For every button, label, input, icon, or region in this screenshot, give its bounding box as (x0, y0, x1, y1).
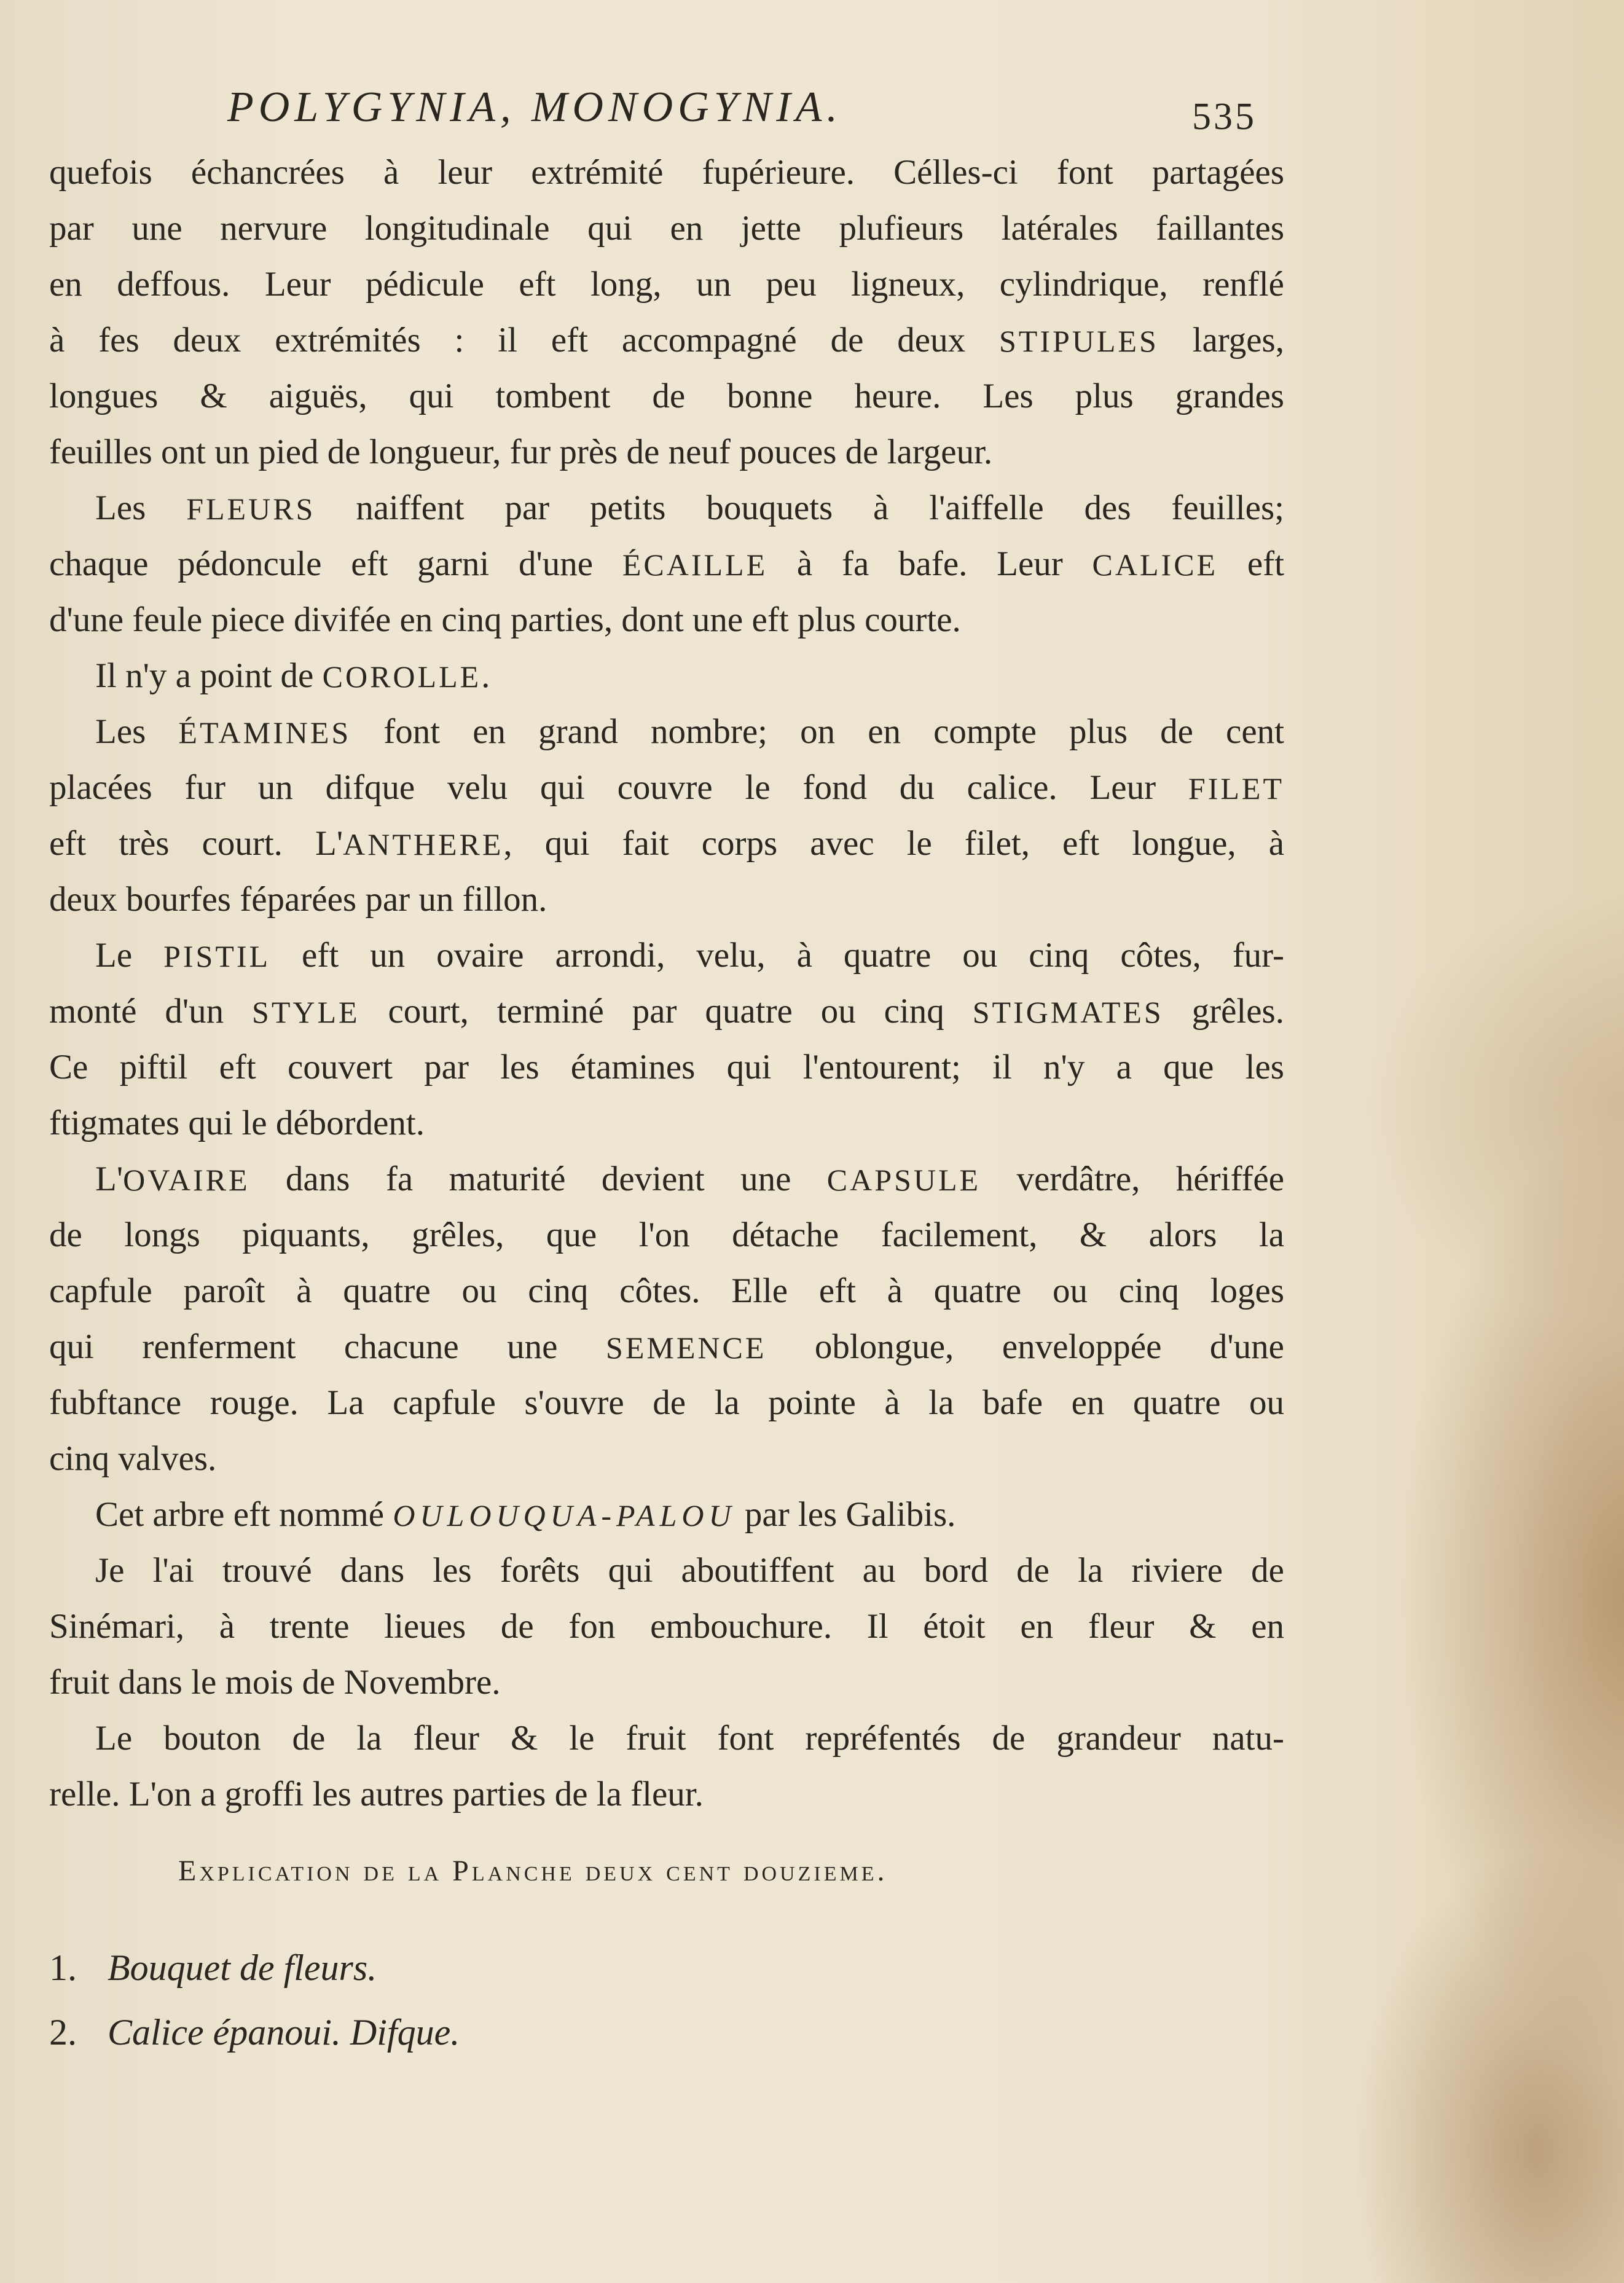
text-line: fruit dans le mois de Novembre. (49, 1663, 501, 1702)
text-line: Il n'y a point de COROLLE. (95, 656, 490, 695)
text-line: en deffous. Leur pédicule eft long, un peu ligneux, cylindrique, renflé (49, 265, 1284, 304)
text-line: chaque pédoncule eft garni d'une ÉCAILLE à fa bafe. Leur CALICE eft (49, 544, 1284, 583)
running-header: POLYGYNIA, MONOGYNIA. (227, 84, 842, 131)
page-number: 535 (1192, 96, 1257, 138)
text-line: d'une feule piece divifée en cinq parties, dont une eft plus courte. (49, 600, 961, 639)
text-line: Cet arbre eft nommé OULOUQUA-PALOU par les Galibis. (95, 1495, 956, 1534)
plate-legend (49, 1936, 971, 2065)
text-line: L'OVAIRE dans fa maturité devient une CAPSULE verdâtre, hériffée (95, 1160, 1284, 1198)
text-line: longues & aiguës, qui tombent de bonne heure. Les plus grandes (49, 377, 1284, 415)
plate-explanation-heading: Explication de la Planche deux cent douzieme. (178, 1855, 888, 1887)
text-line: par une nervure longitudinale qui en jette plufieurs latérales faillantes (49, 209, 1284, 248)
text-line: Je l'ai trouvé dans les forêts qui aboutiffent au bord de la riviere de (95, 1551, 1284, 1590)
text-line: de longs piquants, grêles, que l'on détache facilement, & alors la (49, 1216, 1284, 1254)
text-line: deux bourfes féparées par un fillon. (49, 880, 547, 919)
legend-text: Bouquet de fleurs. (108, 1947, 377, 1988)
text-line: qui renferment chacune une SEMENCE oblongue, enveloppée d'une (49, 1327, 1284, 1366)
text-line: Ce piftil eft couvert par les étamines qui l'entourent; il n'y a que les (49, 1048, 1284, 1086)
text-line: Les ÉTAMINES font en grand nombre; on en compte plus de cent (95, 712, 1284, 751)
text-line: à fes deux extrémités : il eft accompagné de deux STIPULES larges, (49, 321, 1284, 360)
text-line: Sinémari, à trente lieues de fon embouchure. Il étoit en fleur & en (49, 1607, 1284, 1646)
legend-item (49, 2000, 971, 2065)
text-line: Le bouton de la fleur & le fruit font repréfentés de grandeur natu- (95, 1719, 1284, 1758)
legend-number: 2. (49, 2012, 77, 2053)
text-line: feuilles ont un pied de longueur, fur près de neuf pouces de largeur. (49, 433, 993, 471)
body-text (49, 144, 1284, 1822)
text-line: quefois échancrées à leur extrémité fupérieure. Célles-ci font partagées (49, 153, 1284, 192)
legend-number: 1. (49, 1947, 77, 1988)
text-line: eft très court. L'ANTHERE, qui fait corps avec le filet, eft longue, à (49, 824, 1284, 863)
text-line: monté d'un STYLE court, terminé par quatre ou cinq STIGMATES grêles. (49, 992, 1284, 1031)
text-line: capfule paroît à quatre ou cinq côtes. Elle eft à quatre ou cinq loges (49, 1271, 1284, 1310)
text-line: fubftance rouge. La capfule s'ouvre de la pointe à la bafe en quatre ou (49, 1383, 1284, 1422)
text-line: ftigmates qui le débordent. (49, 1104, 425, 1142)
text-line: Le PISTIL eft un ovaire arrondi, velu, à quatre ou cinq côtes, fur- (95, 936, 1284, 975)
text-line: cinq valves. (49, 1439, 217, 1478)
text-line: placées fur un difque velu qui couvre le fond du calice. Leur FILET (49, 768, 1284, 807)
text-line: Les FLEURS naiffent par petits bouquets à l'aiffelle des feuilles; (95, 489, 1284, 527)
text-line: relle. L'on a groffi les autres parties de la fleur. (49, 1775, 704, 1813)
legend-item (49, 1936, 971, 2000)
legend-text: Calice épanoui. Difque. (108, 2012, 460, 2053)
